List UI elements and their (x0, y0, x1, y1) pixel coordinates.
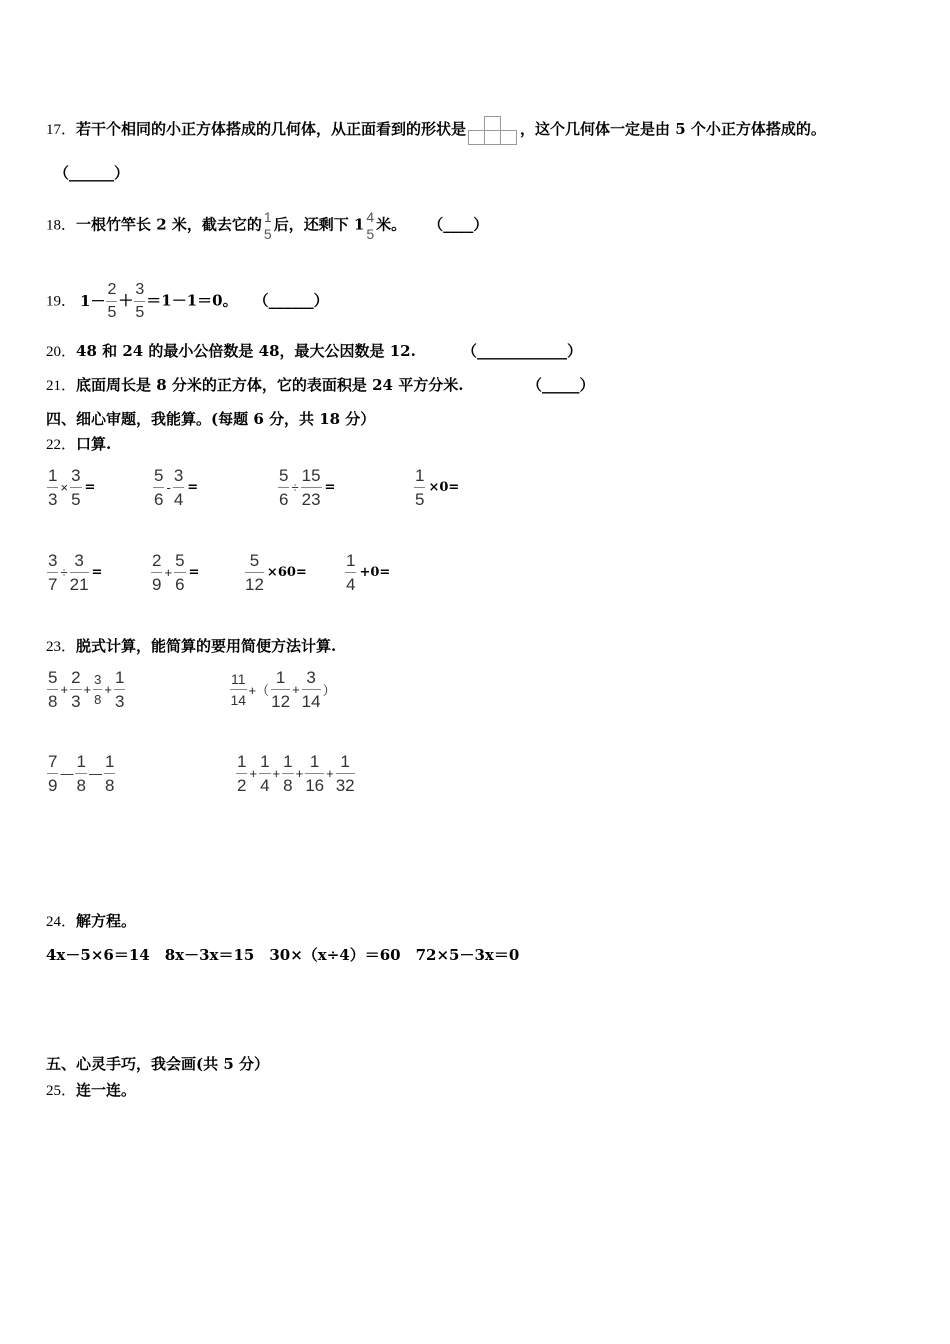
fraction: $\frac{3}{8}$ (94, 672, 102, 707)
question-text: 连一连。 (76, 1081, 137, 1099)
question-number: 22． (46, 437, 77, 453)
question-22 (46, 434, 111, 455)
question-text: 脱式计算，能简算的要用简便方法计算. (76, 637, 337, 655)
question-17 (46, 115, 826, 145)
cube-front-view-figure (468, 115, 518, 145)
question-text: 底面周长是 8 分米的正方体，它的表面积是 24 平方分米. (76, 376, 464, 394)
fraction: $\frac{3}{5}$ (71, 466, 81, 509)
question-text: 解方程。 (76, 912, 137, 930)
fraction: $\frac{3}{21}$ (69, 551, 89, 594)
section-heading: 四、细心审题，我能算。(每题 6 分，共 18 分） (46, 410, 376, 428)
question-number: 20． (46, 344, 77, 360)
fraction: $\frac{11}{14}$ (230, 671, 247, 708)
question-19: 19． 1－ $\frac{2}{5}$ ＋ $\frac{3}{5}$ ＝1－1＝0。 （______） (46, 281, 329, 321)
question-number: 19． (46, 293, 77, 310)
question-number: 24． (46, 914, 77, 930)
fraction: $\frac{2}{9}$ (152, 551, 162, 594)
fraction: $\frac{1}{12}$ (271, 668, 291, 711)
mental-math-item: $\frac{1}{5}$ ×0= (415, 466, 460, 509)
question-text: 口算. (76, 435, 112, 453)
question-18 (46, 210, 488, 241)
fraction: $\frac{5}{6}$ (154, 466, 164, 509)
question-number: 18． (46, 217, 77, 234)
fraction: $\frac{1}{3}$ (114, 668, 125, 711)
section-heading: 五、心灵手巧，我会画(共 5 分） (46, 1055, 269, 1073)
fraction: $\frac{2}{3}$ (71, 668, 81, 711)
fraction: $\frac{1}{5}$ (415, 466, 425, 509)
fraction: $\frac{3}{14}$ (301, 668, 321, 711)
fraction: $\frac{1}{8}$ (76, 752, 86, 795)
fraction: $\frac{1}{32}$ (335, 752, 355, 795)
fraction: $\frac{1}{8}$ (283, 752, 293, 795)
fraction: $\frac{1}{8}$ (104, 752, 115, 795)
mental-math-item: $\frac{1}{4}$ +0= (346, 551, 391, 594)
question-text: 一根竹竿长 2 米，截去它的 (76, 215, 262, 234)
equations-line: 4x－5×6＝14 8x－3x＝15 30×（x÷4）＝60 72×5－3x＝0 (46, 946, 520, 964)
question-number: 25． (46, 1083, 77, 1099)
answer-blank-17[interactable]: （______） (54, 164, 130, 182)
question-text: 若干个相同的小正方体搭成的几何体，从正面看到的形状是 (76, 120, 467, 138)
fraction: $\frac{1}{2}$ (237, 752, 247, 795)
question-24 (46, 911, 136, 932)
fraction: $\frac{1}{16}$ (305, 752, 325, 795)
expression-3: $\frac{7}{9}$ — $\frac{1}{8}$ — $\frac{1}{8}$ (48, 752, 115, 795)
question-number: 21． (46, 378, 77, 394)
answer-blank-18[interactable]: （____） (428, 215, 489, 234)
fraction: $\frac{1}{3}$ (48, 466, 58, 509)
fraction: $\frac{5}{8}$ (48, 668, 58, 711)
question-23 (46, 636, 336, 657)
question-25 (46, 1080, 136, 1101)
mental-math-item: $\frac{3}{7}$ ÷ $\frac{3}{21}$ = (48, 551, 103, 594)
fraction: $\frac{5}{6}$ (175, 551, 185, 594)
answer-blank-19[interactable]: （______） (253, 291, 329, 310)
question-text: 米。 (376, 215, 407, 234)
question-text: 48 和 24 的最小公倍数是 48，最大公因数是 12. (76, 342, 416, 360)
question-20 (46, 341, 416, 362)
expression-2: $\frac{11}{14}$ +（ $\frac{1}{12}$ + $\frac{3}{14}$ ） (230, 668, 336, 711)
fraction: $\frac{5}{12}$ (245, 551, 264, 594)
answer-blank-21[interactable]: （_____） (527, 376, 595, 394)
fraction: $\frac{1}{4}$ (346, 551, 356, 594)
fraction: $\frac{7}{9}$ (48, 752, 58, 795)
fraction: $\frac{5}{6}$ (279, 466, 289, 509)
mental-math-item: $\frac{1}{3}$ × $\frac{3}{5}$ = (48, 466, 96, 509)
fraction: $\frac{1}{4}$ (260, 752, 270, 795)
mental-math-item: $\frac{5}{6}$ - $\frac{3}{4}$ = (154, 466, 199, 509)
fraction: $\frac{3}{5}$ (135, 281, 145, 321)
question-number: 23． (46, 639, 77, 655)
answer-blank-20[interactable]: （____________） (462, 342, 583, 360)
fraction: $\frac{15}{23}$ (301, 466, 321, 509)
expression-4: $\frac{1}{2}$ + $\frac{1}{4}$ + $\frac{1}{8}$ + $\frac{1}{16}$ + $\frac{1}{32}$ (237, 752, 355, 795)
question-text: 后，还剩下 1 (273, 215, 365, 234)
fraction: $\frac{4}{5}$ (366, 209, 375, 242)
fraction: $\frac{2}{5}$ (107, 281, 117, 321)
mental-math-item: $\frac{5}{6}$ ÷ $\frac{15}{23}$ = (279, 466, 336, 509)
fraction: $\frac{3}{4}$ (173, 466, 184, 509)
expression-1: $\frac{5}{8}$ + $\frac{2}{3}$ + $\frac{3}{8}$ + $\frac{1}{3}$ (48, 668, 125, 711)
mental-math-item: $\frac{5}{12}$ ×60= (245, 551, 307, 594)
question-21 (46, 375, 463, 396)
question-text: ，这个几何体一定是由 5 个小正方体搭成的。 (520, 120, 826, 138)
mental-math-item: $\frac{2}{9}$ + $\frac{5}{6}$ = (152, 551, 200, 594)
question-number: 17． (46, 122, 77, 138)
fraction: $\frac{1}{5}$ (263, 209, 272, 242)
fraction: $\frac{3}{7}$ (48, 551, 58, 594)
